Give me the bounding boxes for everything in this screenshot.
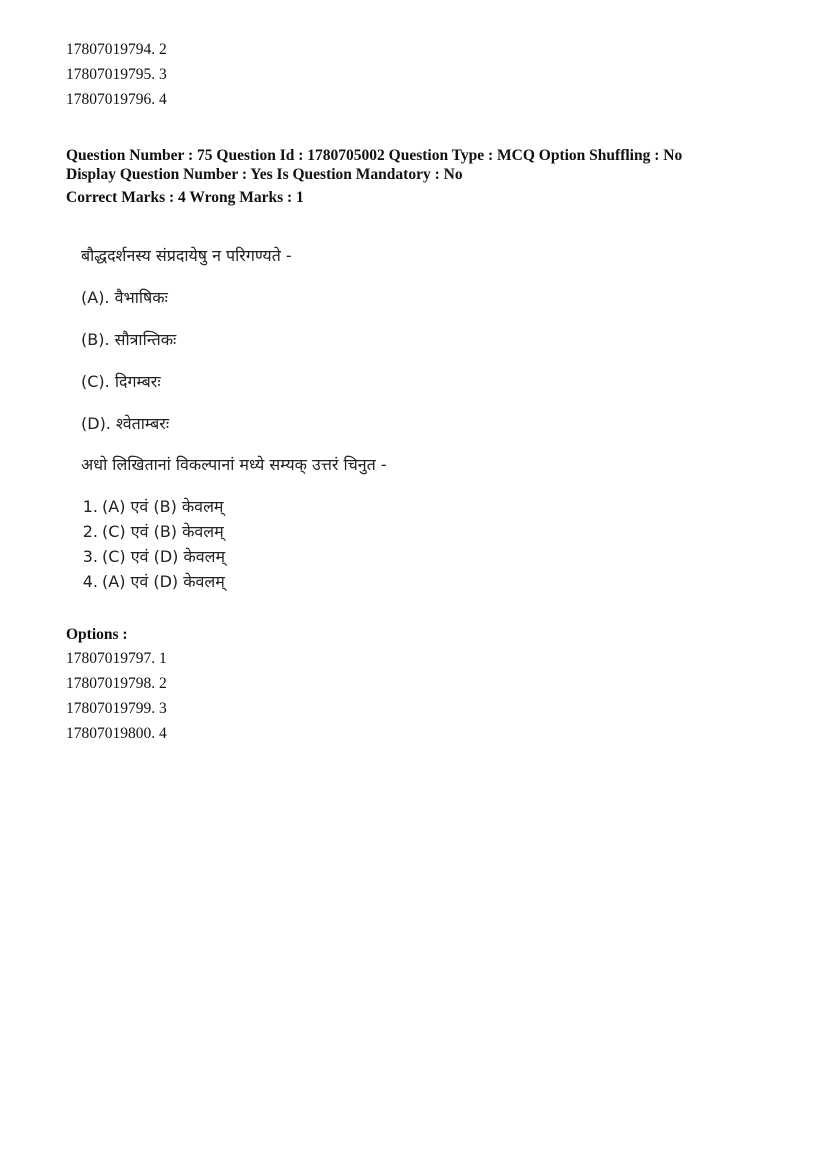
prev-option-2: 17807019795. 3: [66, 66, 167, 83]
choice-item: [80, 521, 224, 543]
prev-option-1: 17807019794. 2: [66, 41, 167, 58]
option-id-3: 17807019799. 3: [66, 700, 167, 717]
choice-item: [80, 571, 225, 593]
choice-text: (C) एवं (D) केवलम्: [102, 547, 226, 566]
question-item-d: (D). श्वेताम्बरः: [81, 414, 170, 433]
question-meta-line-1: Question Number : 75 Question Id : 1780705002 Question Type : MCQ Option Shuffling : No: [66, 147, 683, 164]
question-item-b: (B). सौत्रान्तिकः: [81, 330, 177, 349]
question-marks-line: Correct Marks : 4 Wrong Marks : 1: [66, 189, 304, 206]
choice-text: (A) एवं (D) केवलम्: [102, 572, 225, 591]
choice-item: [80, 496, 224, 518]
question-item-c: (C). दिगम्बरः: [81, 372, 161, 391]
question-stem: बौद्धदर्शनस्य संप्रदायेषु न परिगण्यते -: [81, 246, 292, 265]
choice-number: 1.: [82, 497, 98, 516]
choice-number: 3.: [82, 547, 98, 566]
option-id-4: 17807019800. 4: [66, 725, 167, 742]
choice-text: (A) एवं (B) केवलम्: [102, 497, 224, 516]
option-id-1: 17807019797. 1: [66, 650, 167, 667]
question-instruction: अधो लिखितानां विकल्पानां मध्ये सम्यक् उत्तरं चिनुत -: [81, 455, 387, 474]
option-id-2: 17807019798. 2: [66, 675, 167, 692]
choice-text: (C) एवं (B) केवलम्: [102, 522, 224, 541]
choice-number: 4.: [82, 572, 98, 591]
prev-option-3: 17807019796. 4: [66, 91, 167, 108]
choice-item: [80, 546, 225, 568]
choice-number: 2.: [82, 522, 98, 541]
question-item-a: (A). वैभाषिकः: [81, 288, 168, 307]
question-meta-line-2: Display Question Number : Yes Is Question Mandatory : No: [66, 166, 463, 183]
options-heading: Options :: [66, 626, 128, 643]
